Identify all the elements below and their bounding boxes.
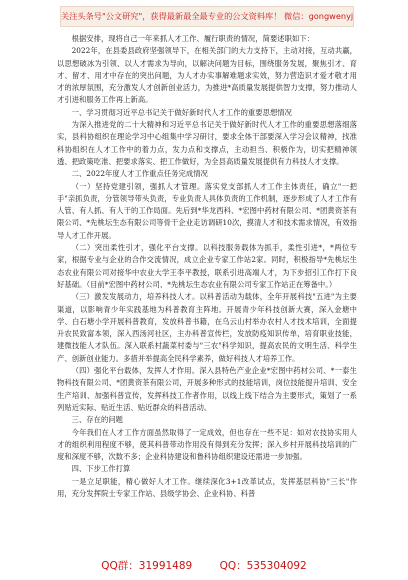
- qq-group-text: QQ群：31991489: [101, 560, 193, 572]
- paragraph: （四）强化平台载体，发挥人才作用。深入县特色产业企业*宏图中药材公司、*一泰生物科技有限公司、*团黄资茶有限公司，开展多种形式的技能培训，岗位技能提升培训、安全生产培训、加强科普宣传，发挥科技工作者作用，以线上线下结合为主要形式，策划了一系列贴近实际、贴近生活、贴近群众的科普活动。: [57, 366, 357, 412]
- section-heading: 四、下步工作打算: [71, 464, 131, 474]
- qq-number-text: QQ：535304092: [219, 560, 307, 572]
- paragraph: 2022年，在县委县政府坚强领导下，在相关部门的大力支持下，主动对接，互动共赢，以思想破冰为引领、以人才需求为导向，以解决问题为目标，围绕服务发展，聚焦引才、育才、留才、用才中存在的突出问题，为人才办实事解难题求实效，努力营造识才爱才敬才用才的浓厚氛围，充分激发人才创新创业活力，为推进*高质量发展提供智力支撑，努力推动人才引进和服务工作再上新高。: [57, 46, 357, 105]
- paragraph: 为深入推进党的二十大精神和习近平总书记关于做好新时代人才工作的重要思想落细落实，县科协组织在理论学习中心组集中学习研讨，要求全体干部要深入学习会议精神，找准科协组织在人才工作中的着力点，发力点和支撑点，主动担当、积极作为，切实把精神领透、把政策吃准、把要求落实、把工作做好，为全县高质量发展提供有力科技人才支撑。: [57, 120, 357, 166]
- paragraph: （一）坚持党建引领，强抓人才管理。落实党支部抓人才工作主体责任，确立"一把手"亲抓负责，分管领导带头负责，专业负责人具体负责的工作机制，逐步形成了人才工作有人管、有人抓、有人干的工作局面。先后到*华龙西科、*宏图中药材有限公司、*团黄资茶有限公司、*先桃坛生态有限公司等骨干企业走访调研10次，摸清人才和技术需求情况，有效指导人才工作开展。: [57, 181, 357, 240]
- contact-footer: [0, 558, 408, 574]
- promo-banner: 关注头条号"公文研究"，获得最新最全最专业的公文资料库！ 微信：gongwenyj: [60, 6, 354, 27]
- paragraph: 一是立足职能，精心做好人才工作。继续深化3+1改革试点，发挥基层科协"三长"作用，充分发挥院士专家工作站、县级学协会、企业科协、科普: [57, 476, 357, 498]
- paragraph: 今年我们在人才工作方面虽然取得了一定成效，但也存在一些不足：如对农技协实用人才的组织利用程度不够，使其科普带动作用没有得到充分发挥；深入乡村开展科技培训的广度和深度不够，次数不多；企业科协建设和鲁科协组织建设还需进一步加强。: [57, 427, 357, 462]
- paragraph: （二）突出柔性引才，强化平台支撑。以科技服务载体为抓手，柔性引进*，*两位专家，根据专业与企业的合作交流情况，成立企业专家工作站2家。同时，积极指导*先桃坛生态农业有限公司对接华中农业大学王李平教授，联系引进高端人才，为下步招引工作打下良好基础。（目前*宏图中药材公司、*先桃坛生态农业有限公司专家工作站正在筹备中。）: [57, 243, 357, 289]
- section-heading: 二、2022年度人才工作重点任务完成情况: [71, 169, 208, 179]
- document-body: [57, 33, 357, 500]
- section-heading: 一、学习贯彻习近平总书记关于做好新时代人才工作的重要思想情况: [71, 107, 292, 117]
- paragraph: 根据安排，现将自己一年来抓人才工作、履行职责的情况，简要述职如下：: [71, 34, 315, 43]
- section-heading: 三、存在的问题: [71, 415, 124, 425]
- paragraph: （三）激发发展动力，培养科技人才。以科普活动为载体，全年开展科技"五进"为主要渠道，以影响青少年实践基地为科普教育主阵地。开展青少年科技创新大赛，深入金塘中学、白石塘小学开展科普教育，发放科普书籍，在乌云山村举办农村人才技术培训，全面提升农民致富本领，深入西汤河社区，主办科普宣传栏，发放防疫知识传单，培育职业技能，建微技能人才队伍。深入联系村蔬菜村委与"三农"科学知识，提高农民的文明生活、科学生产、创新创业能力。多措并举提高全民科学素养，做好科技人才培养工作。: [57, 292, 357, 363]
